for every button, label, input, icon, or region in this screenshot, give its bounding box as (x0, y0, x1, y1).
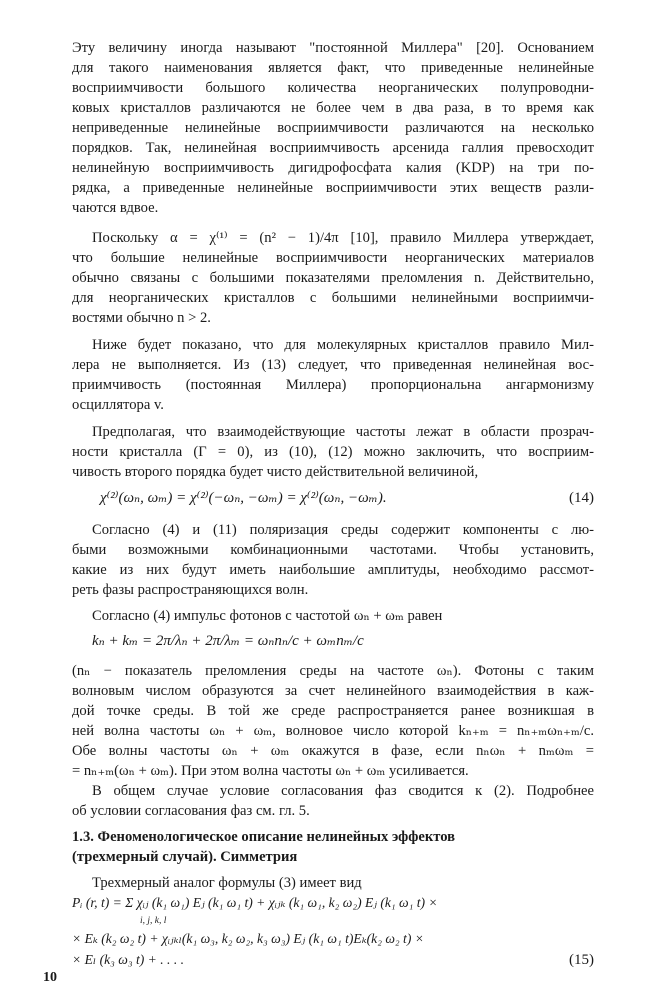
paragraph-line: реть фазы распространяющихся волн. (72, 582, 309, 598)
paragraph-line: Обе волны частоты ωₙ + ωₘ окажутся в фазе, если nₙωₙ + nₘωₘ = (72, 743, 594, 759)
sum-subscript: i, j, k, l (140, 916, 167, 926)
equation-15-line-1: Pᵢ (r, t) = Σ χᵢⱼ (k₁ ω₁) Eⱼ (k₁ ω₁ t) + χᵢⱼₖ (k₁ ω₁, k₂ ω₂) Eⱼ (k₁ ω₁ t) × (72, 895, 438, 910)
paragraph-line: (nₙ − показатель преломления среды на частоте ωₙ). Фотоны с таким (72, 663, 594, 679)
paragraph-line: востями обычно n > 2. (72, 310, 211, 326)
section-heading: (трехмерный случай). Симметрия (72, 849, 298, 865)
paragraph-line: неприведенные нелинейные восприимчивости различаются на несколько (72, 120, 594, 136)
paragraph-line: какие из них будут иметь наибольшие амплитуды, необходимо рассмот- (72, 562, 594, 578)
paragraph-line: чаются вдвое. (72, 200, 159, 216)
paragraph-line: В общем случае условие согласования фаз сводится к (2). Подробнее (92, 783, 594, 799)
paragraph-line: Согласно (4) импульс фотонов с частотой ωₙ + ωₘ равен (92, 608, 443, 624)
paragraph-line: ности кристалла (Γ = 0), из (10), (12) можно заключить, что восприим- (72, 444, 594, 460)
paragraph-line: волновым числом образуются за счет нелинейного взаимодействия в каж- (72, 683, 594, 699)
paragraph-line: ней волна частоты ωₙ + ωₘ, волновое число которой kₙ₊ₘ = nₙ₊ₘωₙ₊ₘ/c. (72, 723, 594, 739)
equation-number: (14) (569, 490, 594, 506)
equation-wavenumber: kₙ + kₘ = 2π/λₙ + 2π/λₘ = ωₙnₙ/c + ωₘnₘ/c (92, 633, 364, 649)
equation-number: (15) (569, 952, 594, 968)
paragraph-line: ковых кристаллов различаются не более чем в два раза, в то время как (72, 100, 594, 116)
paragraph-line: Трехмерный аналог формулы (3) имеет вид (92, 875, 362, 891)
paragraph-line: Ниже будет показано, что для молекулярных кристаллов правило Мил- (92, 337, 594, 353)
paragraph-line: Согласно (4) и (11) поляризация среды содержит компоненты с лю- (92, 522, 594, 538)
paragraph-line: Поскольку α = χ⁽¹⁾ = (n² − 1)/4π [10], правило Миллера утверждает, (92, 230, 594, 246)
paragraph-line: для неорганических кристаллов с большими нелинейными восприимчи- (72, 290, 594, 306)
paragraph-line: рядка, а приведенные нелинейные восприимчивости этих веществ разли- (72, 180, 594, 196)
paragraph-line: об условии согласования фаз см. гл. 5. (72, 803, 310, 819)
paragraph-line: приимчивость (постоянная Миллера) пропорциональна ангармонизму (72, 377, 594, 393)
paragraph-line: дой точке среды. В той же среде распространяется ранее возникшая в (72, 703, 594, 719)
paragraph-line: что большие нелинейные восприимчивости неорганических материалов (72, 250, 594, 266)
paragraph-line: лера не выполняется. Из (13) следует, что приведенная нелинейная вос- (72, 357, 594, 373)
paragraph-line: нелинейную восприимчивость дигидрофосфата калия (KDP) на три по- (72, 160, 594, 176)
paragraph-line: = nₙ₊ₘ(ωₙ + ωₘ). При этом волна частоты ωₙ + ωₘ усиливается. (72, 763, 469, 779)
paragraph-line: Предполагая, что взаимодействующие частоты лежат в области прозрач- (92, 424, 594, 440)
paragraph-line: быми возможными комбинационными частотами. Чтобы установить, (72, 542, 594, 558)
paragraph-line: осциллятора v. (72, 397, 164, 413)
page-number: 10 (43, 970, 57, 985)
section-heading: 1.3. Феноменологическое описание нелинейных эффектов (72, 829, 456, 845)
paragraph-line: чивость второго порядка будет чисто действительной величиной, (72, 464, 479, 480)
paragraph-line: порядков. Так, нелинейная восприимчивость арсенида галлия превосходит (72, 140, 594, 156)
equation-15-line-2: × Eₖ (k₂ ω₂ t) + χᵢⱼₖₗ(k₁ ω₃, k₂ ω₂, k₃ ω₃) Eⱼ (k₁ ω₁ t)Eₖ(k₂ ω₂ t) × (72, 931, 424, 946)
paragraph-line: восприимчивости большого количества неорганических полупроводни- (72, 80, 594, 96)
equation-14: χ⁽²⁾(ωₙ, ωₘ) = χ⁽²⁾(−ωₙ, −ωₘ) = χ⁽²⁾(ωₙ, −ωₘ). (100, 490, 387, 506)
equation-15-line-3: × Eₗ (k₃ ω₃ t) + . . . . (72, 952, 185, 967)
paragraph-line: обычно связаны с большими показателями преломления n. Действительно, (72, 270, 594, 286)
paragraph-line: Эту величину иногда называют "постоянной Миллера" [20]. Основанием (72, 40, 594, 56)
paragraph-line: для такого наименования является факт, что приведенные нелинейные (72, 60, 594, 76)
